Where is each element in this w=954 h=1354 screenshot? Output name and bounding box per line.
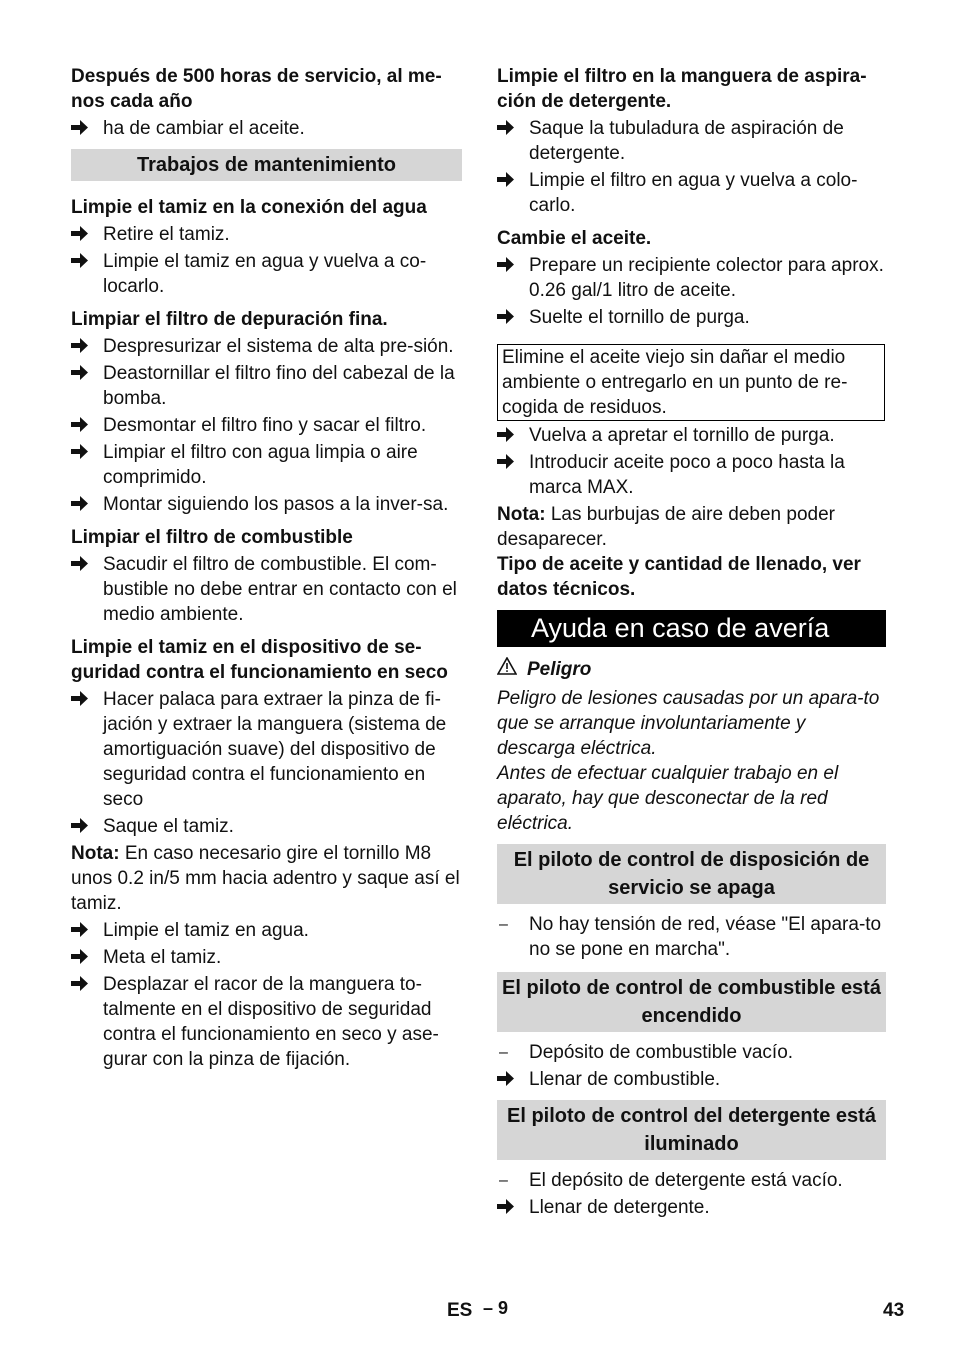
arrow-bullet-icon — [71, 361, 95, 380]
page-number: 43 — [883, 1300, 905, 1321]
arrow-bullet-icon — [497, 116, 521, 135]
note-label: Nota: — [497, 504, 546, 525]
list-item-cause: – El depósito de detergente está vacío. — [499, 1170, 843, 1191]
arrow-bullet-icon — [71, 334, 95, 353]
arrow-bullet-icon — [71, 972, 95, 991]
dash-bullet: – — [499, 1172, 508, 1189]
arrow-bullet-icon — [71, 116, 95, 135]
list-item-cause: – Depósito de combustible vacío. — [499, 1042, 794, 1063]
arrow-bullet-icon — [497, 1067, 521, 1086]
footer-language: ES — [447, 1300, 473, 1321]
list-item: ha de cambiar el aceite. — [71, 116, 462, 141]
section-bar-maintenance: Trabajos de mantenimiento — [71, 149, 462, 181]
dash-bullet: – — [499, 1044, 508, 1061]
section-bar-fuel-lamp: El piloto de control de combustible está encendido — [497, 972, 886, 1032]
list-item: Introducir aceite poco a poco hasta la marca MAX. — [497, 450, 888, 500]
list-item: Desmontar el filtro fino y sacar el filtro. — [71, 413, 462, 438]
dash-bullet: – — [499, 916, 508, 933]
danger-text: Peligro de lesiones causadas por un apara-to que se arranque involuntariamente y descarga eléctrica. — [497, 688, 880, 759]
list-item: Sacudir el filtro de combustible. El com-bustible no debe entrar en contacto con el medio ambiente. — [71, 552, 462, 627]
list-item: Llenar de detergente. — [497, 1195, 888, 1220]
list-item: Montar siguiendo los pasos a la inver-sa. — [71, 492, 462, 517]
arrow-bullet-icon — [71, 945, 95, 964]
warning-triangle-icon — [497, 657, 517, 682]
list-item: Hacer palaca para extraer la pinza de fi-jación y extraer la manguera (sistema de amortiguación suave) del dispositivo de seguridad contra el funcionamiento en seco — [71, 687, 462, 812]
arrow-bullet-icon — [71, 413, 95, 432]
section-heading: Limpie el tamiz en la conexión del agua — [71, 197, 427, 218]
oil-type-note: Tipo de aceite y cantidad de llenado, ver datos técnicos. — [497, 554, 861, 600]
environment-notice-box: Elimine el aceite viejo sin dañar el medio ambiente o entregarlo en un punto de re-cogida de residuos. — [497, 344, 885, 421]
section-bar-standby-lamp: El piloto de control de disposición de servicio se apaga — [497, 844, 886, 904]
section-heading: Después de 500 horas de servicio, al me- — [71, 66, 442, 87]
list-item: Desplazar el racor de la manguera to-talmente en el dispositivo de seguridad contra el funcionamiento en seco y ase-gurar con la pinza de fijación. — [71, 972, 462, 1072]
note — [71, 841, 462, 916]
list-item: Vuelva a apretar el tornillo de purga. — [497, 423, 888, 448]
list-item: Limpie el tamiz en agua y vuelva a co-locarlo. — [71, 249, 462, 299]
arrow-bullet-icon — [71, 222, 95, 241]
arrow-bullet-icon — [497, 305, 521, 324]
list-item: Saque el tamiz. — [71, 814, 462, 839]
note-label: Nota: — [71, 843, 120, 864]
arrow-bullet-icon — [71, 492, 95, 511]
danger-label: Peligro — [527, 659, 592, 680]
note — [497, 502, 888, 552]
list-item: Saque la tubuladura de aspiración de detergente. — [497, 116, 888, 166]
list-item: Limpie el tamiz en agua. — [71, 918, 462, 943]
list-item: Suelte el tornillo de purga. — [497, 305, 888, 330]
danger-heading — [497, 657, 888, 682]
arrow-bullet-icon — [497, 423, 521, 442]
footer-local-page: – 9 — [483, 1298, 509, 1318]
fault-title-bar: Ayuda en caso de avería — [497, 610, 886, 647]
right-column — [497, 64, 888, 1220]
arrow-bullet-icon — [71, 552, 95, 571]
section-heading: Cambie el aceite. — [497, 228, 652, 249]
section-heading: Limpie el filtro en la manguera de aspira-ción de detergente. — [497, 66, 867, 112]
arrow-bullet-icon — [71, 440, 95, 459]
danger-text: Antes de efectuar cualquier trabajo en el aparato, hay que desconectar de la red eléctrica. — [497, 763, 839, 834]
section-heading: nos cada año — [71, 91, 193, 112]
section-heading: Limpiar el filtro de combustible — [71, 527, 353, 548]
left-column — [71, 64, 462, 1072]
section-bar-detergent-lamp: El piloto de control del detergente está iluminado — [497, 1100, 886, 1160]
arrow-bullet-icon — [71, 249, 95, 268]
list-item: Despresurizar el sistema de alta pre-sión. — [71, 334, 462, 359]
list-item: Limpie el filtro en agua y vuelva a colo-carlo. — [497, 168, 888, 218]
arrow-bullet-icon — [71, 918, 95, 937]
section-heading: Limpiar el filtro de depuración fina. — [71, 309, 388, 330]
note-text: En caso necesario gire el tornillo M8 unos 0.2 in/5 mm hacia adentro y saque así el tamiz. — [71, 843, 460, 914]
arrow-bullet-icon — [497, 253, 521, 272]
list-item-cause: – No hay tensión de red, véase "El apara-to no se pone en marcha". — [499, 914, 882, 960]
list-item: Meta el tamiz. — [71, 945, 462, 970]
arrow-bullet-icon — [71, 687, 95, 706]
section-heading: Limpie el tamiz en el dispositivo de se-guridad contra el funcionamiento en seco — [71, 637, 448, 683]
arrow-bullet-icon — [497, 1195, 521, 1214]
note-text: Las burbujas de aire deben poder desaparecer. — [497, 504, 835, 550]
list-item: Deastornillar el filtro fino del cabezal de la bomba. — [71, 361, 462, 411]
arrow-bullet-icon — [497, 450, 521, 469]
arrow-bullet-icon — [71, 814, 95, 833]
list-item: Limpiar el filtro con agua limpia o aire comprimido. — [71, 440, 462, 490]
arrow-bullet-icon — [497, 168, 521, 187]
list-item: Llenar de combustible. — [497, 1067, 888, 1092]
list-item: Prepare un recipiente colector para aprox. 0.26 gal/1 litro de aceite. — [497, 253, 888, 303]
list-item: Retire el tamiz. — [71, 222, 462, 247]
